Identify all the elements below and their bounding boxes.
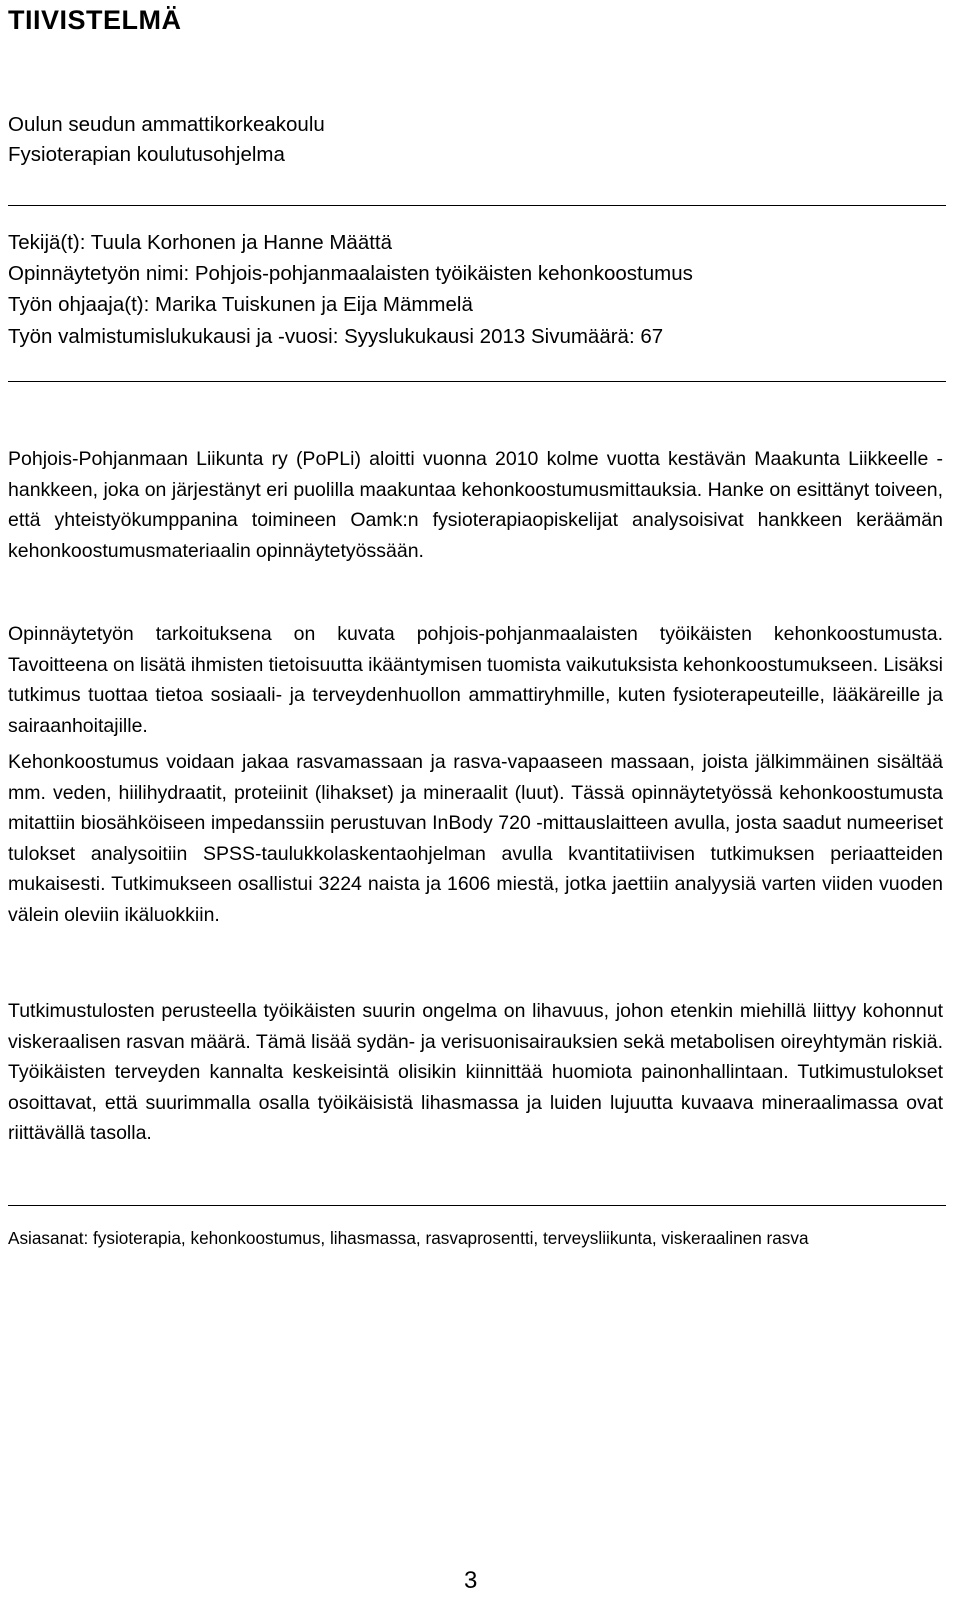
abstract-paragraph-1: Pohjois-Pohjanmaan Liikunta ry (PoPLi) aloitti vuonna 2010 kolme vuotta kestävän Maakunta Liikkeelle -hankkeen, joka on järjestänyt eri puolilla maakuntaa kehonkoostumusmittauksia. Hanke on esittänyt toiveen, että yhteistyökumppanina toimineen Oamk:n fysioterapiaopiskelijat analysoisivat hankkeen keräämän kehonkoostumusmateriaalin opinnäytetyössään. [8,448,943,562]
page-title: TIIVISTELMÄ [8,5,182,35]
completion-line: Työn valmistumislukukausi ja -vuosi: Syyslukukausi 2013 Sivumäärä: 67 [8,325,664,348]
divider-top [8,205,946,206]
keywords-line: Asiasanat: fysioterapia, kehonkoostumus, lihasmassa, rasvaprosentti, terveysliikunta, viskeraalinen rasva [8,1228,809,1248]
abstract-paragraph-4: Tutkimustulosten perusteella työikäisten suurin ongelma on lihavuus, johon etenkin miehillä liittyy kohonnut viskeraalisen rasvan määrä. Tämä lisää sydän- ja verisuonisairauksien sekä metabolisen oireyhtymän riskiä. Työikäisten terveyden kannalta keskeisintä olisikin kiinnittää huomiota painonhallintaan. Tutkimustulokset osoittavat, että suurimmalla osalla työikäisistä lihasmassa ja luiden lujuutta kuvaava mineraalimassa ovat riittävällä tasolla. [8,1000,943,1145]
divider-bottom [8,1205,946,1206]
school-name: Oulun seudun ammattikorkeakoulu [8,113,325,136]
authors-line: Tekijä(t): Tuula Korhonen ja Hanne Määttä [8,231,393,254]
abstract-paragraph-2: Opinnäytetyön tarkoituksena on kuvata pohjois-pohjanmaalaisten työikäisten kehonkoostumusta. Tavoitteena on lisätä ihmisten tietoisuutta ikääntymisen tuomista vaikutuksista kehonkoostumukseen. Lisäksi tutkimus tuottaa tietoa sosiaali- ja terveydenhuollon ammattiryhmille, kuten fysioterapeuteille, lääkäreille ja sairaanhoitajille. [8,623,943,737]
supervisors-line: Työn ohjaaja(t): Marika Tuiskunen ja Eija Mämmelä [8,293,473,316]
abstract-paragraph-3: Kehonkoostumus voidaan jakaa rasvamassaan ja rasva-vapaaseen massaan, joista jälkimmäinen sisältää mm. veden, hiilihydraatit, proteiinit (lihakset) ja mineraalit (luut). Tässä opinnäytetyössä kehonkoostumusta mitattiin biosähköiseen impedanssiin perustuvan InBody 720 -mittauslaitteen avulla, josta saadut numeeriset tulokset analysoitiin SPSS-taulukkolaskentaohjelman avulla kvantitatiivisen tutkimuksen periaatteiden mukaisesti. Tutkimukseen osallistui 3224 naista ja 1606 miestä, jotka jaettiin analyysiä varten viiden vuoden välein oleviin ikäluokkiin. [8,751,943,926]
thesis-name-line: Opinnäytetyön nimi: Pohjois-pohjanmaalaisten työikäisten kehonkoostumus [8,262,693,285]
page-number: 3 [464,1567,478,1594]
programme-name: Fysioterapian koulutusohjelma [8,143,285,166]
divider-middle [8,381,946,382]
